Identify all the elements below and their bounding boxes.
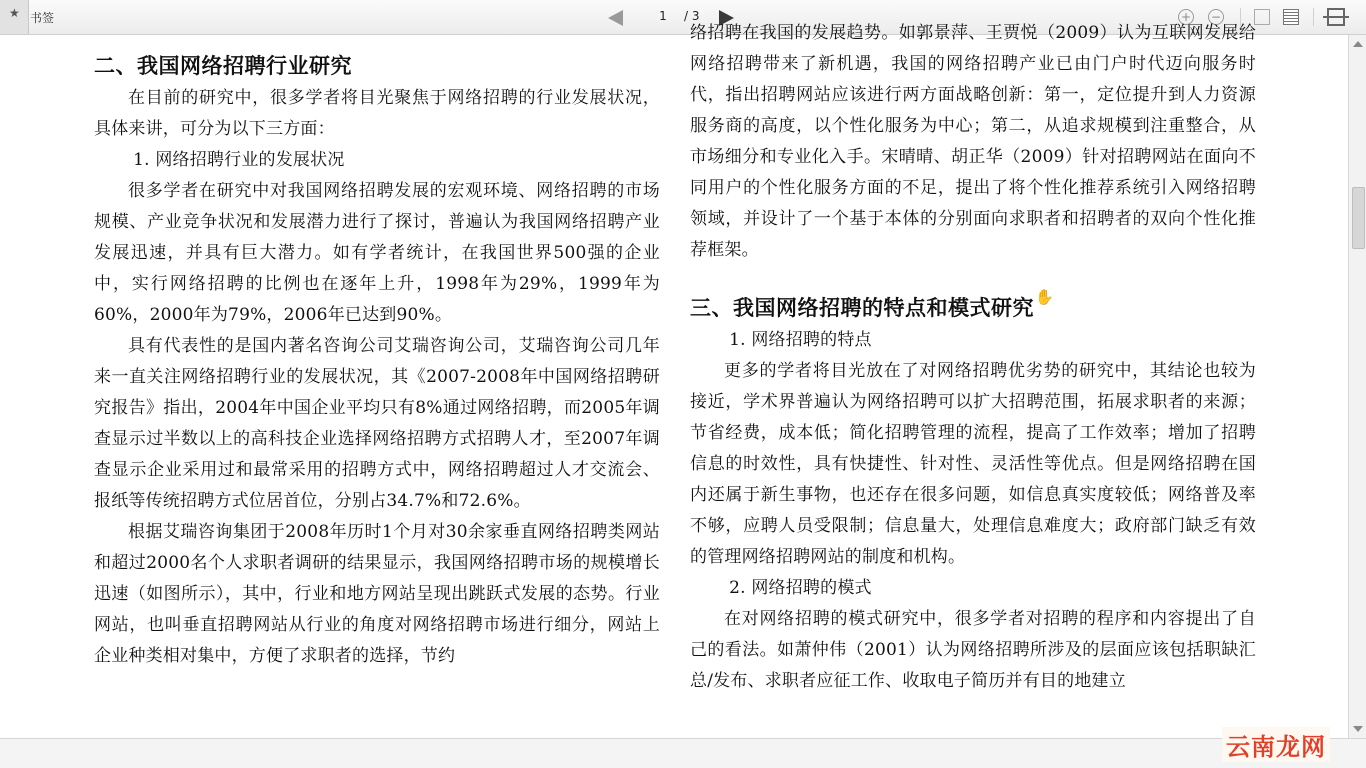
subheading: 1. 网络招聘行业的发展状况 [133, 150, 345, 170]
section-heading: 二、我国网络招聘行业研究 [94, 53, 352, 78]
two-page-view-icon[interactable] [1283, 9, 1299, 25]
hand-cursor-icon: ✋ [1035, 288, 1054, 306]
status-bar [0, 738, 1366, 768]
toolbar-divider [1313, 8, 1314, 26]
scroll-thumb[interactable] [1352, 187, 1365, 249]
previous-page-icon[interactable] [608, 10, 623, 26]
fit-page-icon[interactable] [1327, 8, 1345, 26]
paragraph: 很多学者在研究中对我国网络招聘发展的宏观环境、网络招聘的市场规模、产业竞争状况和发展潜力进行了探讨，普遍认为我国网络招聘产业发展迅速，并具有巨大潜力。如有学者统计，在我国世界500强的企业中，实行网络招聘的比例也在逐年上升，1998年为29%，1999年为60%，2000年为79%，2006年已达到90%。 [94, 181, 660, 325]
zoom-out-icon[interactable]: − [1208, 9, 1224, 25]
scroll-down-icon[interactable] [1353, 726, 1363, 732]
section-heading: 三、我国网络招聘的特点和模式研究 [690, 295, 1034, 320]
spacer [690, 266, 1256, 291]
paragraph: 在目前的研究中，很多学者将目光聚焦于网络招聘的行业发展状况，具体来讲，可分为以下三方面： [94, 88, 660, 139]
site-watermark: 云南龙网 [1222, 727, 1330, 762]
scroll-up-icon[interactable] [1353, 41, 1363, 47]
paragraph: 具有代表性的是国内著名咨询公司艾瑞咨询公司，艾瑞咨询公司几年来一直关注网络招聘行业的发展状况，其《2007-2008年中国网络招聘研究报告》指出，2004年中国企业平均只有8%通过网络招聘，而2005年调查显示过半数以上的高科技企业选择网络招聘方式招聘人才，至2007年调查显示企业采用过和最常采用的招聘方式中，网络招聘超过人才交流会、报纸等传统招聘方式位居首位，分别占34.7%和72.6%。 [94, 336, 660, 511]
document-viewport[interactable] [0, 23, 1348, 738]
page-left-column [94, 49, 660, 672]
star-icon: ★ [9, 6, 20, 20]
page-right-column [690, 18, 1256, 697]
vertical-scrollbar[interactable] [1348, 35, 1366, 738]
paragraph: 在对网络招聘的模式研究中，很多学者对招聘的程序和内容提出了自己的看法。如萧仲伟（2001）认为网络招聘所涉及的层面应该包括职缺汇总/发布、求职者应征工作、收取电子简历并有目的地建立 [690, 609, 1256, 691]
page-total: / 3 [684, 9, 700, 23]
paragraph: 络招聘在我国的发展趋势。如郭景萍、王贾悦（2009）认为互联网发展给网络招聘带来了新机遇，我国的网络招聘产业已由门户时代迈向服务时代，指出招聘网站应该进行两方面战略创新：第一，定位提升到人力资源服务商的高度，以个性化服务为中心；第二，从追求规模到注重整合，从市场细分和专业化入手。宋晴晴、胡正华（2009）针对招聘网站在面向不同用户的个性化服务方面的不足，提出了将个性化推荐系统引入网络招聘领域，并设计了一个基于本体的分别面向求职者和招聘者的双向个性化推荐框架。 [690, 23, 1256, 260]
page-number-input[interactable]: 1 [659, 9, 667, 23]
bookmark-label[interactable]: 书签 [30, 11, 55, 25]
single-page-view-icon[interactable] [1254, 9, 1270, 25]
subheading: 2. 网络招聘的模式 [729, 578, 872, 598]
zoom-in-icon[interactable]: + [1178, 9, 1194, 25]
paragraph: 根据艾瑞咨询集团于2008年历时1个月对30余家垂直网络招聘类网站和超过2000名个人求职者调研的结果显示，我国网络招聘市场的规模增长迅速（如图所示），其中，行业和地方网站呈现出跳跃式发展的态势。行业网站，也叫垂直招聘网站从行业的角度对网络招聘市场进行细分，网站上企业种类相对集中，方便了求职者的选择，节约 [94, 522, 660, 666]
bookmark-tab[interactable] [0, 0, 29, 34]
paragraph: 更多的学者将目光放在了对网络招聘优劣势的研究中，其结论也较为接近，学术界普遍认为网络招聘可以扩大招聘范围，拓展求职者的来源；节省经费，成本低；简化招聘管理的流程，提高了工作效率；增加了招聘信息的时效性，具有快捷性、针对性、灵活性等优点。但是网络招聘在国内还属于新生事物，也还存在很多问题，如信息真实度较低；网络普及率不够，应聘人员受限制；信息量大，处理信息难度大；政府部门缺乏有效的管理网络招聘网站的制度和机构。 [690, 361, 1256, 567]
subheading: 1. 网络招聘的特点 [729, 330, 872, 350]
